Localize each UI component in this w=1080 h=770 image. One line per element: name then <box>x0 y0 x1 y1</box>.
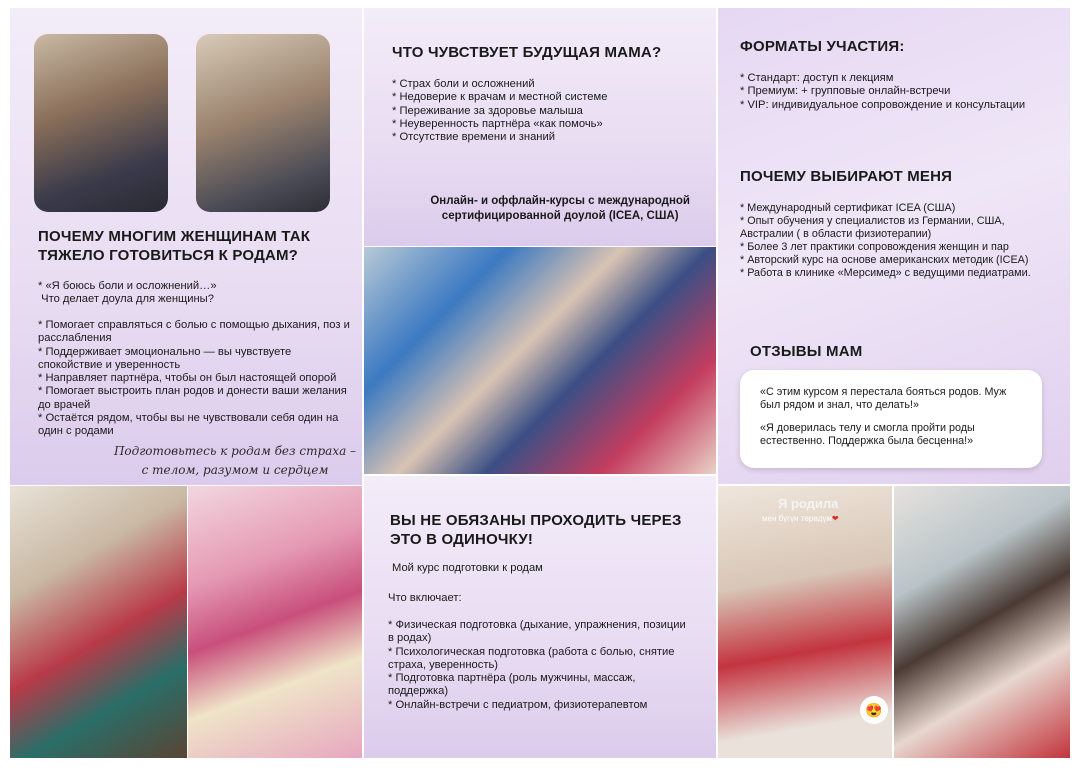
photo-doula-with-pregnant-client <box>10 486 187 758</box>
list-item: * Опыт обучения у специалистов из Германии, США, Австралии ( в области физиотерапии) <box>740 214 1005 240</box>
list-item: * Недоверие к врачам и местной системе <box>392 91 608 104</box>
panel-why-hard <box>10 8 362 485</box>
course-title: Мой курс подготовки к родам <box>392 562 543 574</box>
mom-feelings-list <box>392 78 692 144</box>
why-me-list <box>740 202 1058 279</box>
course-line-2: сертифицированной доулой (ICEA, США) <box>441 210 679 222</box>
formats-list <box>740 72 1040 112</box>
list-item: * Отсутствие времени и знаний <box>392 131 555 144</box>
slogan-line-1: Подготовьтесь к родам без страха – <box>113 444 357 458</box>
doula-help-list <box>38 319 356 439</box>
list-item: * Психологическая подготовка (работа с болью, снятие страха, уверенность) <box>388 645 675 671</box>
includes-label: Что включает: <box>388 592 462 604</box>
photo-doula-with-pelvis-model <box>34 34 168 212</box>
reviews-card <box>740 370 1042 468</box>
photo-hospital-selfie <box>364 247 716 474</box>
story-title: Я родила <box>778 496 839 511</box>
why-me-heading: ПОЧЕМУ ВЫБИРАЮТ МЕНЯ <box>740 168 953 185</box>
list-item: * Онлайн-встречи с педиатром, физиотерапевтом <box>388 698 648 711</box>
heart-eyes-icon: 😍 <box>865 701 883 718</box>
story-caption-text: мен бүгүн төрөдүм <box>762 514 832 523</box>
review-2: «Я доверилась телу и смогла пройти роды естественно. Поддержка была бесценна!» <box>760 422 975 447</box>
photo-doula-with-baby-doll <box>196 34 330 212</box>
why-hard-heading: ПОЧЕМУ МНОГИМ ЖЕНЩИНАМ ТАК ТЯЖЕЛО ГОТОВИТЬСЯ К РОДАМ? <box>38 228 311 264</box>
formats-heading: ФОРМАТЫ УЧАСТИЯ: <box>740 38 905 55</box>
panel-mom-feelings <box>364 8 716 246</box>
list-item: * Подготовка партнёра (роль мужчины, массаж, поддержка) <box>388 672 636 698</box>
list-item: * Более 3 лет практики сопровождения женщин и пар <box>740 240 1009 253</box>
course-description <box>430 194 690 224</box>
list-item: * Помогает выстроить план родов и донести ваши желания до врачей <box>38 385 347 411</box>
list-item: * Международный сертификат ICEA (США) <box>740 202 956 214</box>
panel-formats-reviews <box>718 8 1070 484</box>
course-includes-list <box>388 619 688 712</box>
list-item: * Работа в клинике «Мерсимед» с ведущими педиатрами. <box>740 266 1031 279</box>
photo-labor-support <box>894 486 1070 758</box>
slogan <box>110 442 360 480</box>
list-item: * Помогает справляться с болью с помощью дыхания, поз и расслабления <box>38 319 350 345</box>
doula-question: Что делает доула для женщины? <box>38 293 214 305</box>
not-alone-heading: ВЫ НЕ ОБЯЗАНЫ ПРОХОДИТЬ ЧЕРЕЗ ЭТО В ОДИНОЧКУ! <box>390 512 682 548</box>
list-item: * Неуверенность партнёра «как помочь» <box>392 117 603 130</box>
story-caption <box>762 514 839 523</box>
list-item: * Направляет партнёра, чтобы он был настоящей опорой <box>38 372 337 385</box>
heart-icon: ❤ <box>831 514 839 523</box>
photo-story-newborn <box>718 486 892 758</box>
course-line-1: Онлайн- и оффлайн-курсы с международной <box>430 195 690 207</box>
list-item: * Премиум: + групповые онлайн-встречи <box>740 85 951 98</box>
panel-not-alone <box>364 476 716 758</box>
list-item: * Стандарт: доступ к лекциям <box>740 72 894 84</box>
review-1: «С этим курсом я перестала бояться родов. Муж был рядом и знал, что делать!» <box>760 386 1007 411</box>
slogan-line-2: с телом, разумом и сердцем <box>141 463 329 477</box>
list-item: * Остаётся рядом, чтобы вы не чувствовали себя один на один с родами <box>38 412 339 438</box>
photo-family-with-newborn <box>188 486 362 758</box>
list-item: * Физическая подготовка (дыхание, упражнения, позиции в родах) <box>388 619 686 645</box>
list-item: * Страх боли и осложнений <box>392 78 535 90</box>
list-item: * Поддерживает эмоционально — вы чувствуете спокойствие и уверенность <box>38 345 292 371</box>
list-item: * Авторский курс на основе американских методик (ICEA) <box>740 253 1029 266</box>
list-item: * Переживание за здоровье малыша <box>392 104 583 117</box>
reaction-bubble[interactable] <box>860 696 888 724</box>
fear-quote: * «Я боюсь боли и осложнений…» <box>38 280 217 292</box>
reviews-heading: ОТЗЫВЫ МАМ <box>750 343 863 360</box>
mom-feelings-heading: ЧТО ЧУВСТВУЕТ БУДУЩАЯ МАМА? <box>392 44 662 61</box>
list-item: * VIP: индивидуальное сопровождение и консультации <box>740 98 1026 111</box>
